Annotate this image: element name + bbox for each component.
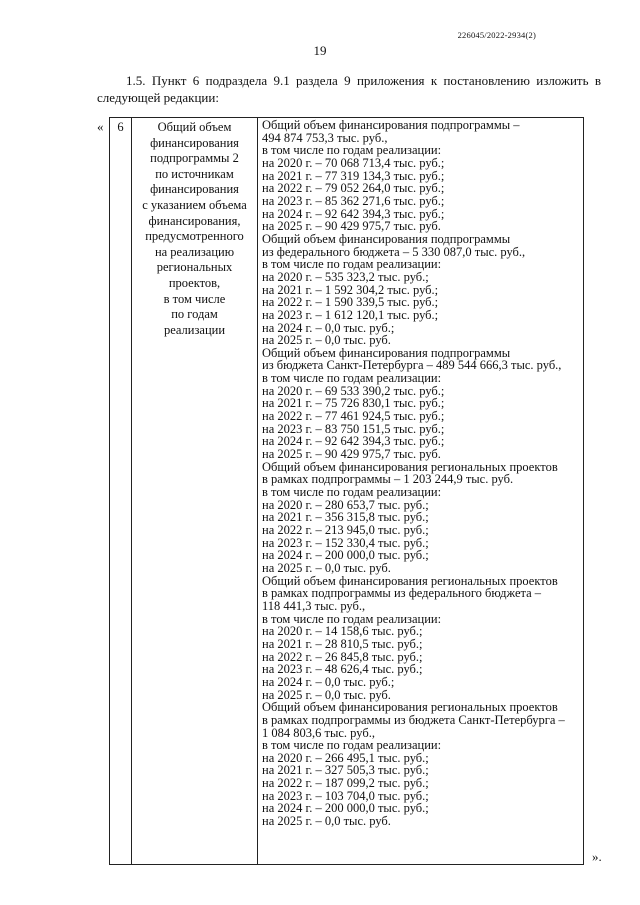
label-line: с указанием объема <box>142 197 247 212</box>
content-line: на 2024 г. – 200 000,0 тыс. руб.; <box>262 548 429 563</box>
content-line: в рамках подпрограммы из бюджета Санкт-Петербурга – <box>262 712 565 727</box>
content-line: на 2023 г. – 83 750 151,5 тыс. руб.; <box>262 421 445 436</box>
content-line: из бюджета Санкт-Петербурга – 489 544 666,3 тыс. руб., <box>262 358 562 373</box>
content-line: на 2022 г. – 26 845,8 тыс. руб.; <box>262 649 423 664</box>
financing-table <box>109 117 584 865</box>
content-line: на 2020 г. – 280 653,7 тыс. руб.; <box>262 497 429 512</box>
content-line: на 2023 г. – 85 362 271,6 тыс. руб.; <box>262 193 445 208</box>
content-line: на 2024 г. – 0,0 тыс. руб.; <box>262 320 395 335</box>
label-line: в том числе <box>163 291 226 306</box>
content-line: на 2020 г. – 14 158,6 тыс. руб.; <box>262 624 423 639</box>
content-line: на 2021 г. – 1 592 304,2 тыс. руб.; <box>262 282 439 297</box>
page-number: 19 <box>313 43 327 58</box>
content-line: на 2024 г. – 92 642 394,3 тыс. руб.; <box>262 206 445 221</box>
content-line: на 2025 г. – 0,0 тыс. руб. <box>262 814 391 829</box>
table-row <box>110 118 584 865</box>
content-line: в том числе по годам реализации: <box>262 371 442 386</box>
label-line: по годам <box>171 307 218 322</box>
content-line: на 2021 г. – 75 726 830,1 тыс. руб.; <box>262 396 445 411</box>
content-line: Общий объем финансирования региональных проектов <box>262 573 558 588</box>
content-line: на 2021 г. – 28 810,5 тыс. руб.; <box>262 636 423 651</box>
document-code: 226045/2022-2934(2) <box>457 30 536 40</box>
label-line: по источникам <box>155 166 234 181</box>
content-line: 1 084 803,6 тыс. руб., <box>262 725 375 740</box>
content-line: 118 441,3 тыс. руб., <box>262 598 366 613</box>
label-line: финансирования, <box>148 213 241 228</box>
content-line: на 2023 г. – 1 612 120,1 тыс. руб.; <box>262 307 439 322</box>
content-line: 494 874 753,3 тыс. руб., <box>262 130 388 145</box>
content-line: на 2022 г. – 213 945,0 тыс. руб.; <box>262 523 429 537</box>
content-line: на 2025 г. – 0,0 тыс. руб. <box>262 560 391 575</box>
content-line: на 2022 г. – 77 461 924,5 тыс. руб.; <box>262 409 445 424</box>
content-line: на 2021 г. – 77 319 134,3 тыс. руб.; <box>262 168 445 183</box>
label-line: финансирования <box>150 135 239 150</box>
closing-quote: ». <box>592 849 602 864</box>
row-label <box>132 118 258 865</box>
label-line: подпрограммы 2 <box>150 151 239 166</box>
content-line: в рамках подпрограммы из федерального бюджета – <box>262 586 542 601</box>
content-line: на 2025 г. – 90 429 975,7 тыс. руб. <box>262 447 441 462</box>
label-line: на реализацию <box>154 244 235 259</box>
label-line: финансирования <box>150 182 239 197</box>
content-line: на 2020 г. – 535 323,2 тыс. руб.; <box>262 269 429 284</box>
label-line: региональных <box>156 260 233 275</box>
content-line: из федерального бюджета – 5 330 087,0 тыс. руб., <box>262 244 526 259</box>
row-number: 6 <box>110 118 132 865</box>
content-line: Общий объем финансирования подпрограммы <box>262 231 511 246</box>
label-line: проектов, <box>168 275 221 290</box>
content-line: на 2021 г. – 327 505,3 тыс. руб.; <box>262 763 429 778</box>
content-line: в том числе по годам реализации: <box>262 257 442 272</box>
row-content <box>258 118 584 865</box>
content-line: на 2023 г. – 103 704,0 тыс. руб.; <box>262 788 429 803</box>
content-line: Общий объем финансирования подпрограммы – <box>262 118 520 132</box>
label-line: предусмотренного <box>145 229 244 244</box>
content-line: на 2025 г. – 0,0 тыс. руб. <box>262 333 391 348</box>
content-line: Общий объем финансирования подпрограммы <box>262 345 511 360</box>
content-line: на 2025 г. – 0,0 тыс. руб. <box>262 687 391 702</box>
content-line: на 2022 г. – 1 590 339,5 тыс. руб.; <box>262 295 439 310</box>
content-line: на 2020 г. – 70 068 713,4 тыс. руб.; <box>262 155 445 170</box>
content-line: на 2020 г. – 266 495,1 тыс. руб.; <box>262 750 429 765</box>
label-line: Общий объем <box>157 120 232 134</box>
content-line: в том числе по годам реализации: <box>262 738 442 753</box>
content-line: на 2023 г. – 48 626,4 тыс. руб.; <box>262 662 423 677</box>
content-line: на 2022 г. – 187 099,2 тыс. руб.; <box>262 776 429 791</box>
opening-quote: « <box>97 119 104 134</box>
content-line: на 2023 г. – 152 330,4 тыс. руб.; <box>262 535 429 550</box>
content-line: на 2025 г. – 90 429 975,7 тыс. руб. <box>262 219 441 234</box>
content-line: в том числе по годам реализации: <box>262 611 442 626</box>
content-line: на 2020 г. – 69 533 390,2 тыс. руб.; <box>262 383 445 398</box>
content-line: в том числе по годам реализации: <box>262 143 442 158</box>
intro-paragraph: 1.5. Пункт 6 подраздела 9.1 раздела 9 приложения к постановлению изложить в следующей редакции: <box>97 73 601 105</box>
label-line: реализации <box>163 322 226 337</box>
content-line: на 2022 г. – 79 052 264,0 тыс. руб.; <box>262 181 445 196</box>
content-line: Общий объем финансирования региональных проектов <box>262 459 558 474</box>
content-line: на 2024 г. – 92 642 394,3 тыс. руб.; <box>262 434 445 449</box>
content-line: на 2024 г. – 200 000,0 тыс. руб.; <box>262 801 429 816</box>
content-line: на 2024 г. – 0,0 тыс. руб.; <box>262 674 395 689</box>
content-line: на 2021 г. – 356 315,8 тыс. руб.; <box>262 510 429 525</box>
content-line: в рамках подпрограммы – 1 203 244,9 тыс. руб. <box>262 472 514 487</box>
content-line: в том числе по годам реализации: <box>262 485 442 500</box>
content-line: Общий объем финансирования региональных проектов <box>262 700 558 715</box>
